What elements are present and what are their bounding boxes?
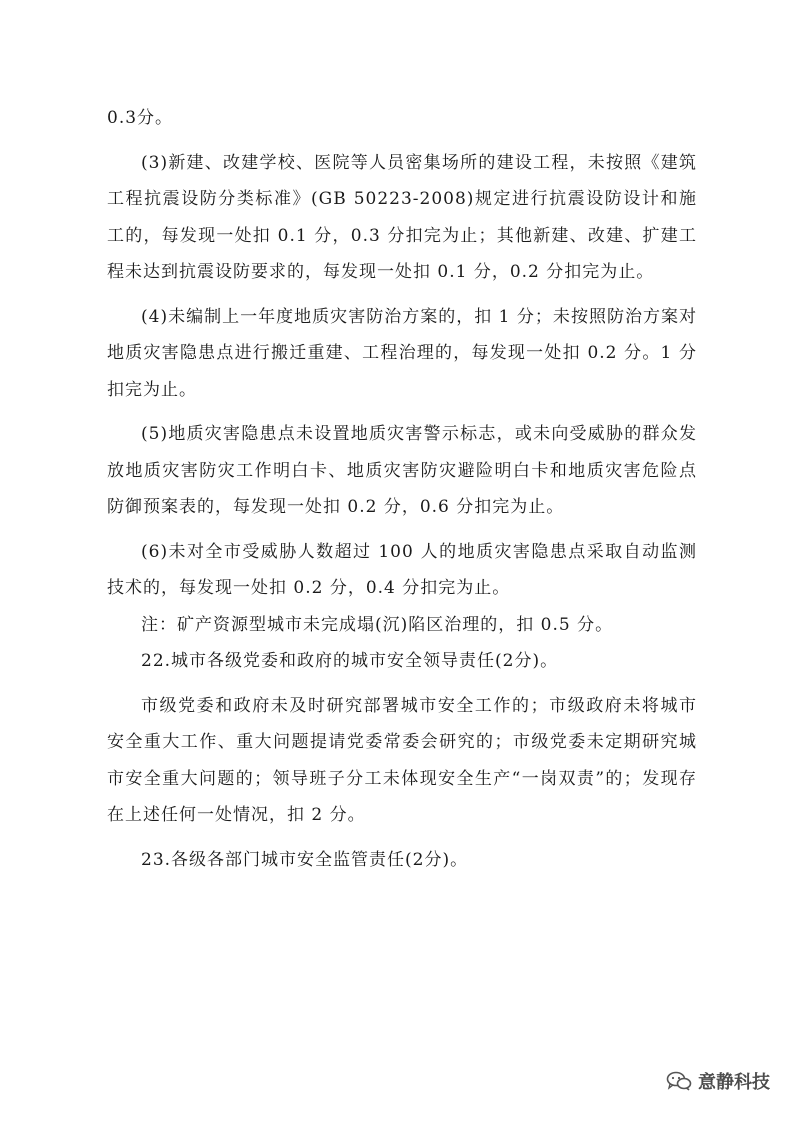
watermark-text: 意静科技: [698, 1072, 770, 1093]
heading-item-22: 22.城市各级党委和政府的城市安全领导责任(2分)。: [141, 651, 559, 671]
paragraph-score-tail: 0.3分。: [107, 108, 174, 128]
watermark: [666, 1068, 770, 1094]
wechat-icon: [666, 1071, 692, 1091]
paragraph-item-6: (6)未对全市受威胁人数超过 100 人的地质灾害隐患点采取自动监测技术的，每发现一处扣 0.2 分，0.4 分扣完为止。: [107, 541, 697, 598]
paragraph-item-3: (3)新建、改建学校、医院等人员密集场所的建设工程，未按照《建筑工程抗震设防分类标准》(GB 50223-2008)规定进行抗震设防设计和施工的，每发现一处扣 0.1 分，0.3 分扣完为止；其他新建、改建、扩建工程未达到抗震设防要求的，每发现一处扣 0.1 分，0.2 分扣完为止。: [107, 152, 697, 282]
paragraph-note: 注：矿产资源型城市未完成塌(沉)陷区治理的，扣 0.5 分。: [141, 614, 614, 635]
paragraph-item-5: (5)地质灾害隐患点未设置地质灾害警示标志，或未向受威胁的群众发放地质灾害防灾工作明白卡、地质灾害防灾避险明白卡和地质灾害危险点防御预案表的，每发现一处扣 0.2 分，0.6 分扣完为止。: [107, 424, 697, 517]
paragraph-item-22-body: 市级党委和政府未及时研究部署城市安全工作的；市级政府未将城市安全重大工作、重大问题提请党委常委会研究的；市级党委未定期研究城市安全重大问题的；领导班子分工未体现安全生产“一岗双责”的；发现存在上述任何一处情况，扣 2 分。: [107, 695, 697, 825]
document-body: [107, 100, 697, 878]
paragraph-item-4: (4)未编制上一年度地质灾害防治方案的，扣 1 分；未按照防治方案对地质灾害隐患点进行搬迁重建、工程治理的，每发现一处扣 0.2 分。1 分扣完为止。: [107, 306, 697, 400]
heading-item-23: 23.各级各部门城市安全监管责任(2分)。: [141, 849, 469, 870]
